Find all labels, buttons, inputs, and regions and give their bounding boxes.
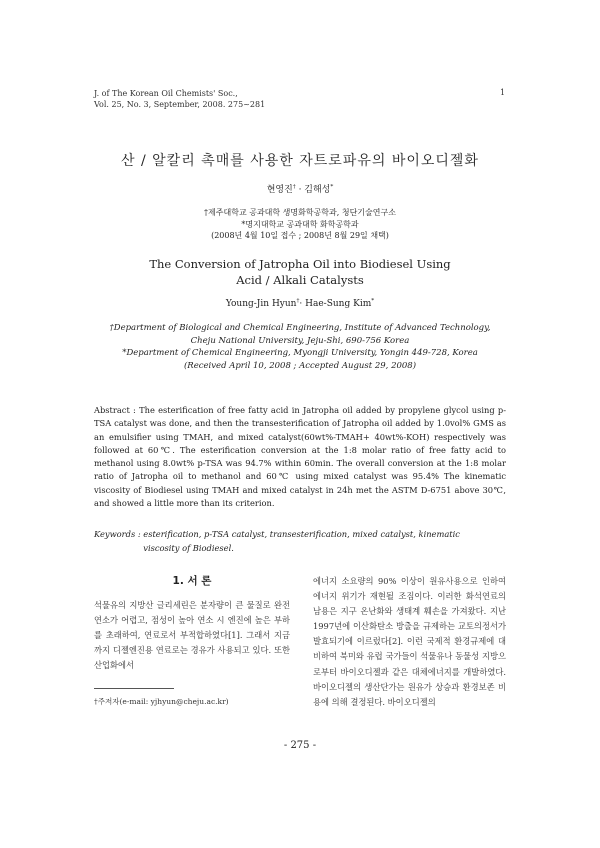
author-mark: † [292,184,296,190]
korean-author-1: 현영진 [266,185,293,195]
section-heading: 1. 서 론 [172,575,212,587]
english-title-line-1: The Conversion of Jatropha Oil into Biodiesel Using [149,257,451,271]
korean-affiliations [0,207,600,242]
english-affiliation-1-line-2: Cheju National University, Jeju-Shi, 690-756 Korea [190,335,410,346]
author-separator: · [299,299,306,309]
korean-authors [0,182,600,195]
author-mark: * [330,184,334,190]
footnote-divider [94,688,174,689]
abstract [94,404,506,510]
english-author-2: Hae-Sung Kim [305,299,372,309]
english-received-date: (Received April 10, 2008 ; Accepted August 29, 2008) [183,360,417,371]
abstract-label: Abstract : [94,405,136,415]
english-title-line-2: Acid / Alkali Catalysts [236,273,364,287]
keywords [94,528,506,555]
body-column-left: 석물유의 지방산 글리세린은 분자량이 큰 물질로 완전연소가 어렵고, 점성이 높아 연소 시 엔진에 높은 부하를 초래하여, 연료로서 부적합하였다[1]. 그래서 지금까지 디젤엔진용 연료로는 경유가 사용되고 있다. 또한 산업화에서 [94,600,290,671]
author-separator: · [295,185,305,195]
english-title [0,256,600,288]
keywords-label: Keywords : [94,529,141,539]
author-mark: † [296,298,300,304]
keywords-text: esterification, p-TSA catalyst, transesterification, mixed catalyst, kinematic viscosity of Biodiesel. [143,529,460,553]
korean-received-date: (2008년 4월 10일 접수 ; 2008년 8월 29일 채택) [211,231,389,240]
footnote: †주저자(e-mail: yjhyun@cheju.ac.kr) [94,697,229,706]
header-page-number: 1 [500,88,506,97]
english-affiliation-1-line-1: †Department of Biological and Chemical Engineering, Institute of Advanced Technology, [109,323,491,333]
english-affiliations [0,322,600,372]
english-author-1: Young-Jin Hyun [225,299,297,309]
body-column-right: 에너지 소요량의 90% 이상이 원유사용으로 인하여 에너지 위기가 재현될 조짐이다. 이러한 화석연료의 남용은 지구 온난화와 생태계 훼손을 가져왔다. 지난 1997년에 이산화탄소 방출을 규제하는 교토의정서가 발효되기에 이르렀다[2]. 이런 국제적 환경규제에 대비하여 북미와 유럽 국가들이 석물유나 동물성 지방으로부터 바이오디젤과 같은 대체에너지를 개발하였다. 바이오디젤의 생산단가는 원유가 상승과 환경보존 비용에 의해 결정된다. 바이오디젤의 [313,576,506,707]
author-mark: * [371,298,375,304]
journal-citation [94,88,265,110]
journal-volume: Vol. 25, No. 3, September, 2008. 275~281 [94,100,266,109]
korean-affiliation-2: *명지대학교 공과대학 화학공학과 [241,219,359,229]
english-authors [0,298,600,309]
journal-name: J. of The Korean Oil Chemists' Soc., [94,89,238,98]
korean-author-2: 김해성 [304,185,331,195]
korean-affiliation-1: †제주대학교 공과대학 생명화학공학과, 청단기술연구소 [204,208,396,217]
english-affiliation-2: *Department of Chemical Engineering, Myongji University, Yongin 449-728, Korea [122,348,478,358]
abstract-text: The esterification of free fatty acid in Jatropha oil added by propylene glycol using p-TSA catalyst was done, and then the transesterification of Jatropha oil added by 1.0vol% GMS as an emulsifier using TMAH, and mixed catalyst(60wt%-TMAH+ 40wt%-KOH) respectively was followed at 60℃. The esterification conversion at the 1:8 molar ratio of free fatty acid to methanol using 8.0wt% p-TSA was 94.7% within 60min. The overall conversion at the 1:8 molar ratio of Jatropha oil to methanol and 60℃ using mixed catalyst was 95.4% The kinematic viscosity of Biodiesel using TMAH and mixed catalyst in 24h met the ASTM D-6751 above 30℃, and showed a little more than its criterion. [94,405,506,509]
korean-title: 산 / 알칼리 촉매를 사용한 자트로파유의 바이오디젤화 [121,153,479,169]
footer-page-number: - 275 - [283,740,317,751]
